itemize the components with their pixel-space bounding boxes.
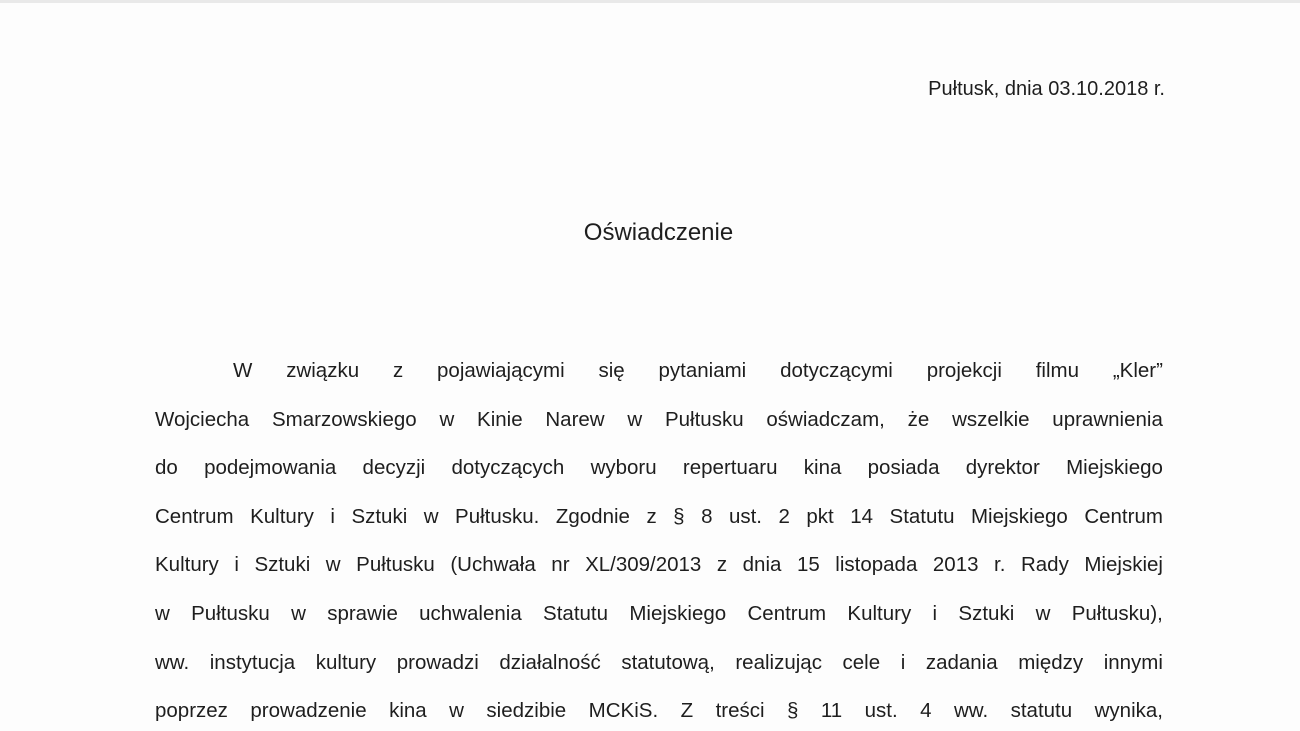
document-title: Oświadczenie [583, 219, 734, 246]
body-word: Miejskiego [970, 504, 1068, 528]
body-line-4 [155, 498, 1163, 547]
body-word: z [392, 359, 404, 382]
body-line-1 [155, 352, 1163, 401]
body-word: że [907, 407, 930, 431]
body-word: 15 [796, 553, 820, 577]
body-word: Pułtusku [664, 407, 744, 431]
body-word: wynika, [1094, 699, 1163, 723]
body-word: między [1018, 650, 1084, 674]
body-word: Z [680, 699, 694, 723]
body-word: dotyczącymi [780, 359, 893, 382]
body-word: i [330, 504, 335, 528]
body-word: i [234, 553, 239, 577]
body-word: ust. [864, 699, 898, 723]
body-word: statutu [1010, 699, 1073, 723]
body-word: Miejskiej [1084, 553, 1163, 577]
body-word: Centrum [155, 504, 234, 528]
body-word: XL/309/2013 [585, 553, 702, 577]
body-line-7 [155, 644, 1163, 693]
body-word: uchwalenia [419, 601, 522, 625]
body-word: w [627, 407, 643, 431]
body-word: w [1035, 601, 1051, 625]
body-word: Pułtusku [191, 601, 270, 625]
body-word: oświadczam, [766, 407, 885, 431]
body-word: z [716, 553, 728, 577]
body-word: listopada [835, 553, 918, 577]
body-word: w [155, 601, 170, 625]
body-word: w [325, 553, 341, 577]
body-word: Centrum [747, 601, 827, 625]
body-word: Sztuki [351, 504, 408, 528]
body-word: projekcji [926, 359, 1002, 382]
body-word: się [598, 359, 625, 382]
body-word: kina [803, 456, 842, 480]
body-word: Kinie [477, 407, 523, 431]
document-body [155, 352, 1163, 731]
body-word: Kultury [250, 504, 314, 528]
body-word: działalność [499, 650, 601, 674]
body-word: ww. [155, 650, 190, 674]
body-word: posiada [867, 456, 940, 480]
body-word: innymi [1103, 650, 1163, 674]
place-date: Pułtusk, dnia 03.10.2018 r. [928, 78, 1165, 100]
body-word: r. [994, 553, 1006, 577]
body-word: i [900, 650, 906, 674]
body-word: Pułtusku [356, 553, 435, 577]
body-word: 8 [701, 504, 713, 528]
body-word: Miejskiego [1066, 456, 1163, 480]
body-word: związku [286, 359, 360, 382]
body-word: sprawie [327, 601, 398, 625]
body-word: dyrektor [965, 456, 1040, 480]
body-word: Rady [1020, 553, 1069, 577]
body-word: prowadzenie [250, 699, 367, 723]
body-word: nr [551, 553, 570, 577]
body-word: dnia [742, 553, 782, 577]
body-word: Narew [545, 407, 605, 431]
body-word: Miejskiego [629, 601, 727, 625]
body-line-2 [155, 401, 1163, 450]
body-word: w [439, 407, 455, 431]
body-word: „Kler” [1112, 359, 1163, 382]
body-word: treści [715, 699, 765, 723]
body-word: § [673, 504, 685, 528]
body-word: Centrum [1084, 504, 1163, 528]
body-word: z [646, 504, 657, 528]
body-line-3 [155, 449, 1163, 498]
body-word: prowadzi [396, 650, 479, 674]
body-word: W [233, 359, 253, 382]
body-word: w [291, 601, 306, 625]
body-word: 2 [778, 504, 790, 528]
body-word: instytucja [209, 650, 296, 674]
body-word: Pułtusku), [1071, 601, 1163, 625]
body-word: decyzji [362, 456, 426, 480]
body-word: pojawiającymi [437, 359, 565, 382]
body-word: Kultury [847, 601, 912, 625]
body-word: w [449, 699, 464, 723]
body-word: filmu [1035, 359, 1080, 382]
body-word: 4 [920, 699, 932, 723]
body-word: uprawnienia [1052, 407, 1163, 431]
body-word: Zgodnie [555, 504, 630, 528]
body-word: poprzez [155, 699, 228, 723]
body-word: Statutu [889, 504, 955, 528]
body-word: 14 [850, 504, 874, 528]
body-line-8 [155, 692, 1163, 731]
body-word: Sztuki [958, 601, 1015, 625]
body-word: kultury [315, 650, 377, 674]
body-word: § [787, 699, 799, 723]
body-word: podejmowania [204, 456, 337, 480]
body-word: realizując [735, 650, 822, 674]
body-word: Sztuki [254, 553, 311, 577]
body-word: i [932, 601, 938, 625]
body-word: dotyczących [451, 456, 565, 480]
body-word: cele [842, 650, 881, 674]
body-word: Kultury [155, 553, 219, 577]
body-line-5 [155, 546, 1163, 595]
body-word: Statutu [543, 601, 609, 625]
page-top-edge [0, 0, 1300, 3]
body-word: Pułtusku. [455, 504, 540, 528]
body-line-6 [155, 595, 1163, 644]
body-word: repertuaru [682, 456, 778, 480]
body-word: ust. [728, 504, 762, 528]
body-word: kina [389, 699, 427, 723]
body-word: wszelkie [952, 407, 1030, 431]
body-word: do [155, 456, 178, 480]
body-word: w [423, 504, 439, 528]
body-word: statutową, [621, 650, 715, 674]
body-word: Wojciecha [155, 407, 250, 431]
body-word: Smarzowskiego [271, 407, 417, 431]
body-word: MCKiS. [588, 699, 659, 723]
body-word: zadania [925, 650, 998, 674]
body-word: pytaniami [658, 359, 747, 382]
body-word: siedzibie [486, 699, 567, 723]
body-word: ww. [953, 699, 989, 723]
body-word: (Uchwała [450, 553, 536, 577]
body-word: 11 [820, 699, 843, 723]
body-word: pkt [806, 504, 834, 528]
body-word: wyboru [590, 456, 657, 480]
body-word: 2013 [932, 553, 979, 577]
